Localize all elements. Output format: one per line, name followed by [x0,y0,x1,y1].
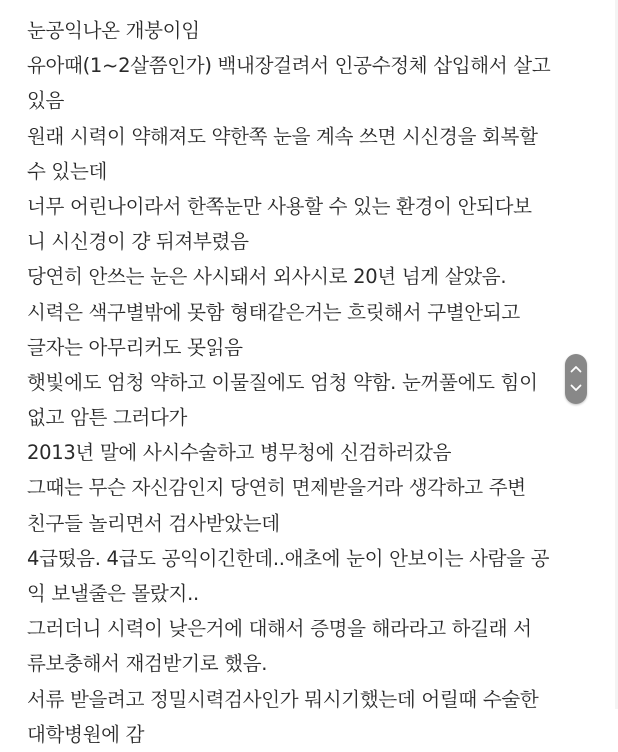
post-line: 그러더니 시력이 낮은거에 대해서 증명을 해라라고 하길래 서 [27,617,532,641]
post-line: 햇빛에도 엄청 약하고 이물질에도 엄청 약함. 눈꺼풀에도 힘이 [27,370,538,394]
post-line: 그때는 무슨 자신감인지 당연히 면제받을거라 생각하고 주변 [27,476,526,500]
post-line: 2013년 말에 사시수술하고 병무청에 신검하러갔음 [27,441,452,465]
chevron-down-icon[interactable] [570,384,582,392]
post-line: 류보충해서 재검받기로 했음. [27,652,268,676]
post-line: 글자는 아무리커도 못읽음 [27,335,243,359]
post-line: 없고 암튼 그러다가 [27,406,188,430]
post-body [27,13,612,752]
post-line: 익 보낼줄은 몰랐지.. [27,582,199,605]
post-line: 니 시신경이 걍 뒤져부렸음 [27,230,249,254]
post-line: 4급떴음. 4급도 공익이긴한데..애초에 눈이 안보이는 사람을 공 [27,546,550,570]
post-line: 친구들 놀리면서 검사받았는데 [27,511,280,535]
post-line: 너무 어린나이라서 한쪽눈만 사용할 수 있는 환경이 안되다보 [27,194,532,218]
post-line: 당연히 안쓰는 눈은 사시돼서 외사시로 20년 넘게 살았음. [27,265,507,289]
post-line: 눈공익나온 개붕이임 [27,19,200,42]
post-line: 서류 받을려고 정밀시력검사인가 뭐시기했는데 어릴때 수술한 [27,687,539,711]
post-line: 원래 시력이 약해져도 약한쪽 눈을 계속 쓰면 시신경을 회복할 [27,124,538,148]
post-line: 수 있는데 [27,159,108,183]
post-line: 시력은 색구별밖에 못함 형태같은거는 흐릿해서 구별안되고 [27,300,520,324]
chevron-up-icon[interactable] [570,365,582,373]
scroll-control[interactable] [565,354,587,404]
post-line: 대학병원에 감 [27,722,145,746]
post-line: 유아때(1~2살쯤인가) 백내장걸려서 인공수정체 삽입해서 살고 [27,54,551,78]
post-line: 있음 [27,89,65,113]
